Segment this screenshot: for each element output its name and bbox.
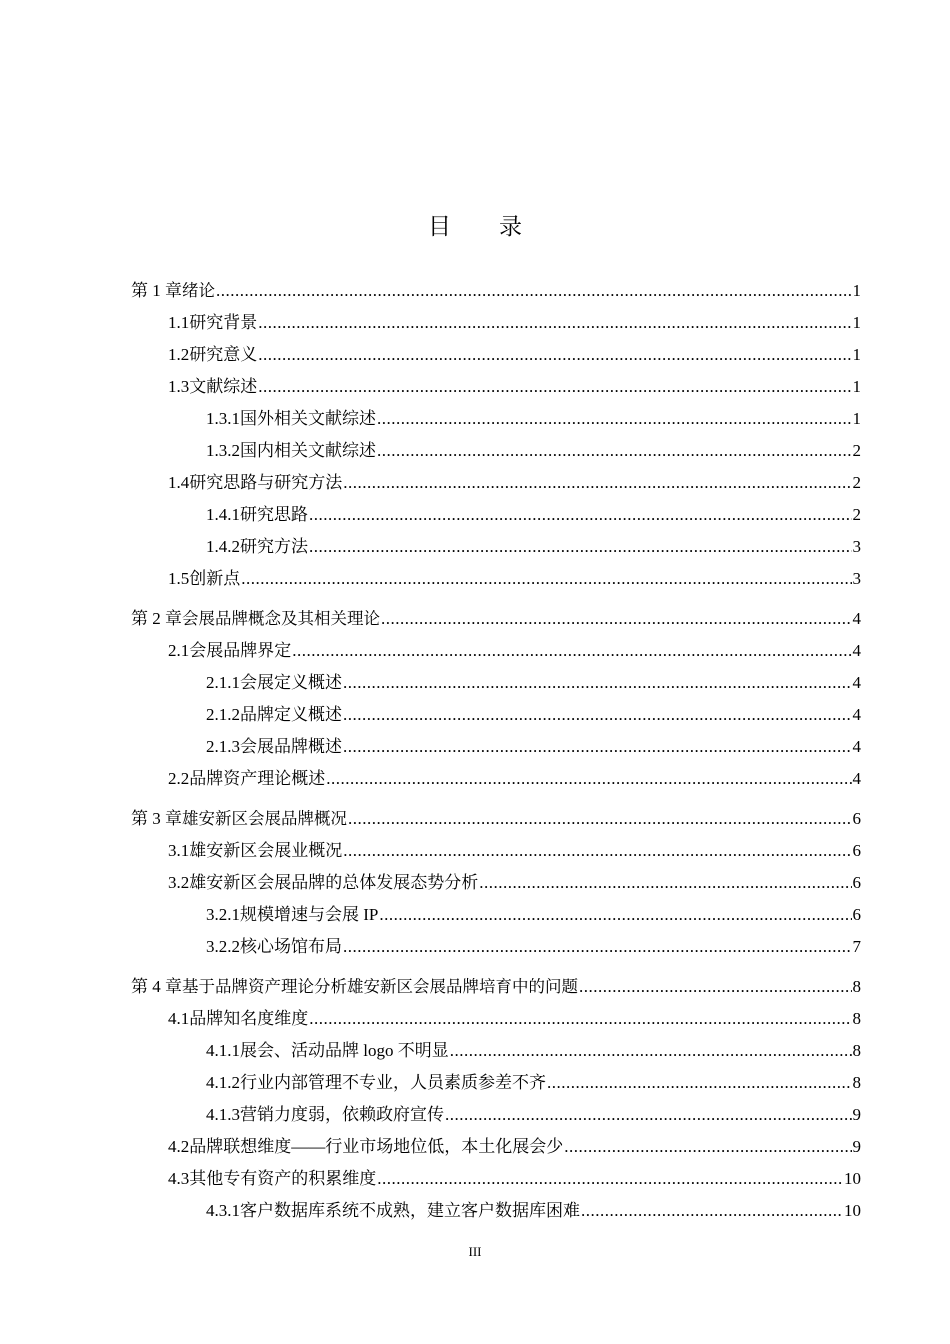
toc-dot-leader [377,409,852,429]
toc-entry-page: 4 [852,673,861,692]
toc-entry-title: 品牌联想维度——行业市场地位低，本土化展会少 [189,1137,564,1156]
toc-entry-number: 2.1.1 [206,673,240,692]
toc-entry-title: 国内相关文献综述 [240,441,376,460]
toc-dot-leader [348,809,852,829]
toc-entry-title: 雄安新区会展业概况 [189,841,343,860]
toc-entry-page: 8 [852,977,861,996]
toc-entry-title: 品牌定义概述 [240,705,342,724]
toc-dot-leader [241,569,851,589]
toc-entry-number: 4.1 [168,1009,190,1028]
toc-entry-title: 雄安新区会展品牌概况 [182,809,347,828]
toc-entry-title: 研究方法 [240,537,308,556]
toc-entry-page: 6 [852,841,861,860]
toc-entry-page: 9 [852,1105,861,1124]
toc-entry-number: 1.3 [168,377,190,396]
toc-entry-page: 4 [852,769,861,788]
toc-entry-number: 4.3 [168,1169,190,1188]
toc-dot-leader [216,281,852,301]
toc-entry-page: 3 [852,537,861,556]
toc-entry-number: 1.4 [168,473,190,492]
toc-dot-leader [450,1041,852,1061]
toc-dot-leader [343,705,852,725]
toc-entry-number: 第 4 章 [131,977,182,996]
toc-entry-page: 1 [852,377,861,396]
toc-entry-number: 1.3.2 [206,441,240,460]
toc-entry-page: 1 [852,281,861,300]
toc-section-entry[interactable] [131,1036,861,1068]
toc-entry-number: 4.1.2 [206,1073,240,1092]
toc-section-entry[interactable] [131,900,861,932]
toc-entry-title: 绪论 [182,281,215,300]
toc-entry-title: 行业内部管理不专业，人员素质参差不齐 [240,1073,546,1092]
toc-entry-page: 6 [852,905,861,924]
toc-entry-page: 10 [844,1169,861,1188]
toc-section-entry[interactable] [131,436,861,468]
toc-entry-number: 3.2.1 [206,905,240,924]
toc-section-entry[interactable] [131,500,861,532]
toc-chapter-entry[interactable] [131,604,861,636]
toc-dot-leader [309,505,852,525]
toc-entry-title: 会展品牌概念及其相关理论 [182,609,380,628]
toc-entry-page: 8 [852,1041,861,1060]
toc-dot-leader [564,1137,851,1157]
toc-entry-number: 2.2 [168,769,190,788]
toc-dot-leader [445,1105,852,1125]
toc-entry-title: 基于品牌资产理论分析雄安新区会展品牌培育中的问题 [182,977,578,996]
toc-entry-number: 4.2 [168,1137,190,1156]
page-number-footer: III [468,1244,482,1259]
toc-dot-leader [309,537,852,557]
toc-dot-leader [292,641,851,661]
toc-entry-title: 品牌知名度维度 [189,1009,309,1028]
toc-section-entry[interactable] [131,404,861,436]
toc-entry-number: 2.1 [168,641,190,660]
toc-entry-number: 4.1.3 [206,1105,240,1124]
table-of-contents [131,276,861,1228]
toc-dot-leader [343,473,851,493]
toc-dot-leader [326,769,851,789]
toc-section-entry[interactable] [131,468,861,500]
toc-entry-title: 研究思路 [240,505,308,524]
toc-entry-number: 第 2 章 [131,609,182,628]
toc-section-entry[interactable] [131,1100,861,1132]
toc-title: 目录 [428,214,570,240]
toc-entry-number: 3.1 [168,841,190,860]
toc-dot-leader [343,673,852,693]
toc-entry-title: 规模增速与会展 IP [240,905,379,924]
toc-dot-leader [343,937,852,957]
toc-entry-page: 9 [852,1137,861,1156]
toc-entry-number: 1.2 [168,345,190,364]
toc-entry-page: 2 [852,473,861,492]
toc-chapter-entry[interactable] [131,276,861,308]
toc-section-entry[interactable] [131,1164,861,1196]
toc-entry-title: 其他专有资产的积累维度 [189,1169,377,1188]
toc-section-entry[interactable] [131,636,861,668]
toc-section-entry[interactable] [131,308,861,340]
toc-entry-page: 8 [852,1009,861,1028]
toc-entry-number: 4.1.1 [206,1041,240,1060]
toc-entry-title: 核心场馆布局 [240,937,342,956]
toc-entry-page: 6 [852,873,861,892]
toc-dot-leader [479,873,851,893]
toc-section-entry[interactable] [131,668,861,700]
toc-entry-number: 3.2.2 [206,937,240,956]
toc-section-entry[interactable] [131,836,861,868]
toc-entry-title: 国外相关文献综述 [240,409,376,428]
toc-dot-leader [258,313,851,333]
toc-dot-leader [258,345,851,365]
toc-entry-number: 第 3 章 [131,809,182,828]
toc-entry-number: 1.1 [168,313,190,332]
toc-section-entry[interactable] [131,340,861,372]
toc-entry-number: 1.3.1 [206,409,240,428]
toc-entry-page: 4 [852,609,861,628]
toc-entry-page: 1 [852,345,861,364]
toc-section-entry[interactable] [131,1068,861,1100]
toc-section-entry[interactable] [131,1132,861,1164]
toc-entry-title: 文献综述 [189,377,258,396]
toc-dot-leader [377,441,852,461]
toc-entry-page: 1 [852,313,861,332]
toc-entry-title: 创新点 [189,569,241,588]
toc-dot-leader [377,1169,843,1189]
toc-dot-leader [547,1073,852,1093]
toc-section-entry[interactable] [131,564,861,596]
toc-dot-leader [258,377,851,397]
toc-entry-title: 客户数据库系统不成熟，建立客户数据库困难 [240,1201,580,1220]
toc-entry-number: 第 1 章 [131,281,182,300]
toc-entry-title: 展会、活动品牌 logo 不明显 [240,1041,449,1060]
toc-dot-leader [379,905,851,925]
toc-section-entry[interactable] [131,1196,861,1228]
toc-entry-number: 1.4.1 [206,505,240,524]
toc-entry-title: 雄安新区会展品牌的总体发展态势分析 [189,873,479,892]
toc-entry-number: 2.1.3 [206,737,240,756]
toc-entry-page: 8 [852,1073,861,1092]
toc-section-entry[interactable] [131,732,861,764]
toc-entry-number: 1.4.2 [206,537,240,556]
toc-entry-title: 会展定义概述 [240,673,342,692]
toc-section-entry[interactable] [131,932,861,964]
toc-dot-leader [343,737,852,757]
toc-entry-title: 研究思路与研究方法 [189,473,343,492]
toc-entry-title: 研究背景 [189,313,258,332]
toc-entry-title: 会展品牌概述 [240,737,342,756]
toc-section-entry[interactable] [131,700,861,732]
toc-section-entry[interactable] [131,764,861,796]
toc-entry-page: 6 [852,809,861,828]
toc-entry-title: 会展品牌界定 [189,641,292,660]
toc-chapter-entry[interactable] [131,804,861,836]
toc-entry-number: 3.2 [168,873,190,892]
toc-dot-leader [581,1201,843,1221]
toc-entry-page: 7 [852,937,861,956]
toc-entry-page: 10 [844,1201,861,1220]
toc-entry-title: 品牌资产理论概述 [189,769,326,788]
toc-entry-number: 1.5 [168,569,190,588]
toc-entry-number: 4.3.1 [206,1201,240,1220]
toc-entry-page: 1 [852,409,861,428]
toc-entry-number: 2.1.2 [206,705,240,724]
toc-entry-page: 4 [852,641,861,660]
toc-entry-page: 4 [852,737,861,756]
toc-entry-page: 2 [852,505,861,524]
toc-dot-leader [309,1009,851,1029]
toc-entry-page: 3 [852,569,861,588]
toc-entry-title: 营销力度弱，依赖政府宣传 [240,1105,444,1124]
toc-dot-leader [579,977,852,997]
toc-section-entry[interactable] [131,1004,861,1036]
toc-entry-page: 4 [852,705,861,724]
toc-entry-title: 研究意义 [189,345,258,364]
toc-section-entry[interactable] [131,372,861,404]
toc-section-entry[interactable] [131,868,861,900]
toc-dot-leader [381,609,852,629]
toc-dot-leader [343,841,851,861]
toc-chapter-entry[interactable] [131,972,861,1004]
toc-section-entry[interactable] [131,532,861,564]
toc-entry-page: 2 [852,441,861,460]
